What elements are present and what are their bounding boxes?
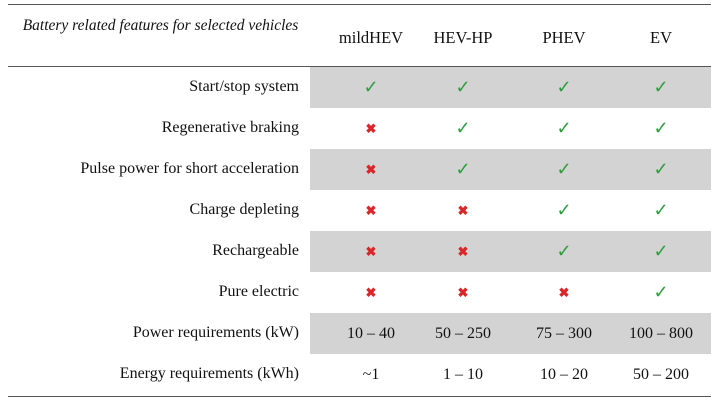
table-cell <box>514 354 614 395</box>
cross-icon: ✖ <box>558 284 570 300</box>
cell-value: 50 – 250 <box>435 324 491 342</box>
table-cell <box>321 149 421 190</box>
table-row <box>8 190 711 231</box>
row-label: Energy requirements (kWh) <box>119 365 299 382</box>
table-cell <box>514 272 614 313</box>
table-cell <box>321 313 421 354</box>
table-cell <box>321 354 421 395</box>
cross-icon: ✖ <box>457 243 469 259</box>
table-row <box>8 313 711 354</box>
checkmark-icon: ✓ <box>653 282 669 302</box>
cell-value: ~1 <box>362 365 380 383</box>
table-cell <box>611 108 711 149</box>
table-cell <box>514 313 614 354</box>
checkmark-icon: ✓ <box>455 118 471 138</box>
checkmark-icon: ✓ <box>556 159 572 179</box>
cell-value: 10 – 40 <box>347 324 395 342</box>
row-label: Charge depleting <box>189 201 299 218</box>
table-cell <box>413 272 513 313</box>
column-header-mildhev: mildHEV <box>338 28 404 47</box>
row-label: Regenerative braking <box>161 119 299 136</box>
column-header-hev-hp: HEV-HP <box>433 28 493 47</box>
checkmark-icon: ✓ <box>556 77 572 97</box>
table-cell <box>321 67 421 108</box>
row-label: Power requirements (kW) <box>132 324 299 341</box>
table-row <box>8 108 711 149</box>
table-header <box>8 4 711 66</box>
row-label: Rechargeable <box>212 242 299 259</box>
table-cell <box>413 108 513 149</box>
column-header-ev: EV <box>650 28 672 47</box>
table-cell <box>413 190 513 231</box>
table-cell <box>413 231 513 272</box>
table-caption: Battery related features for selected vehicles <box>22 17 299 34</box>
checkmark-icon: ✓ <box>653 241 669 261</box>
table-cell <box>611 313 711 354</box>
cell-value: 1 – 10 <box>443 365 483 383</box>
table-cell <box>611 67 711 108</box>
table-cell <box>611 149 711 190</box>
table-row <box>8 149 711 190</box>
cell-value: 75 – 300 <box>536 324 592 342</box>
table-row <box>8 272 711 313</box>
row-label: Pulse power for short acceleration <box>80 160 299 177</box>
table-cell <box>514 149 614 190</box>
checkmark-icon: ✓ <box>455 77 471 97</box>
checkmark-icon: ✓ <box>556 200 572 220</box>
row-label: Start/stop system <box>189 78 299 95</box>
cross-icon: ✖ <box>365 120 377 136</box>
cross-icon: ✖ <box>365 161 377 177</box>
table-cell <box>611 231 711 272</box>
table-bottom-rule <box>8 396 711 397</box>
table-cell <box>611 190 711 231</box>
table-cell <box>514 190 614 231</box>
row-label: Pure electric <box>218 283 299 300</box>
cell-value: 100 – 800 <box>629 324 693 342</box>
checkmark-icon: ✓ <box>653 77 669 97</box>
table-row <box>8 67 711 108</box>
column-header-phev: PHEV <box>542 28 586 47</box>
table-cell <box>321 272 421 313</box>
table-cell <box>514 231 614 272</box>
checkmark-icon: ✓ <box>556 241 572 261</box>
table-cell <box>611 272 711 313</box>
cross-icon: ✖ <box>365 243 377 259</box>
checkmark-icon: ✓ <box>455 159 471 179</box>
checkmark-icon: ✓ <box>653 159 669 179</box>
table-cell <box>413 354 513 395</box>
table-row <box>8 231 711 272</box>
checkmark-icon: ✓ <box>653 200 669 220</box>
table-cell <box>321 108 421 149</box>
table-cell <box>321 231 421 272</box>
cross-icon: ✖ <box>365 284 377 300</box>
cross-icon: ✖ <box>365 202 377 218</box>
checkmark-icon: ✓ <box>653 118 669 138</box>
checkmark-icon: ✓ <box>363 77 379 97</box>
checkmark-icon: ✓ <box>556 118 572 138</box>
cross-icon: ✖ <box>457 284 469 300</box>
table-cell <box>413 313 513 354</box>
table-cell <box>413 149 513 190</box>
table-cell <box>514 67 614 108</box>
table-cell <box>321 190 421 231</box>
cross-icon: ✖ <box>457 202 469 218</box>
table-cell <box>514 108 614 149</box>
table-cell <box>413 67 513 108</box>
table-row <box>8 354 711 395</box>
cell-value: 50 – 200 <box>633 365 689 383</box>
cell-value: 10 – 20 <box>540 365 588 383</box>
table-cell <box>611 354 711 395</box>
